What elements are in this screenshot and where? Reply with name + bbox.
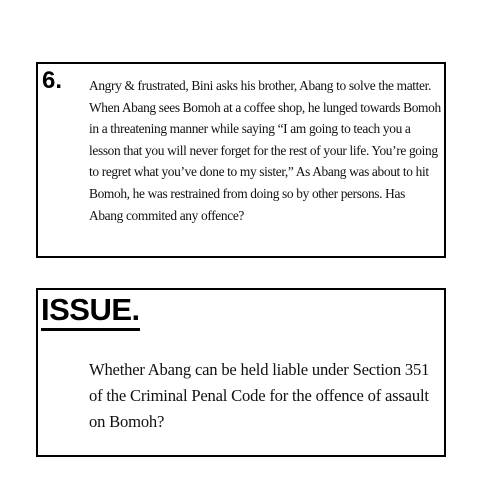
question-number: 6. [42,67,63,94]
question-text: Angry & frustrated, Bini asks his brother, Abang to solve the matter. When Abang sees Bomoh at a coffee shop, he lunged towards Bomoh in a threatening manner while saying “I am going to teach you a lesson that you will never forget for the rest of your life. You’re going to regret what you’ve done to my sister,” As Abang was about to hit Bomoh, he was restrained from doing so by other persons. Has Abang commited any offence? [89,78,441,223]
issue-heading: ISSUE. [41,292,140,331]
question-box [36,62,446,258]
issue-box [36,288,446,457]
issue-text: Whether Abang can be held liable under Section 351 of the Criminal Penal Code for the offence of assault on Bomoh? [89,360,430,431]
